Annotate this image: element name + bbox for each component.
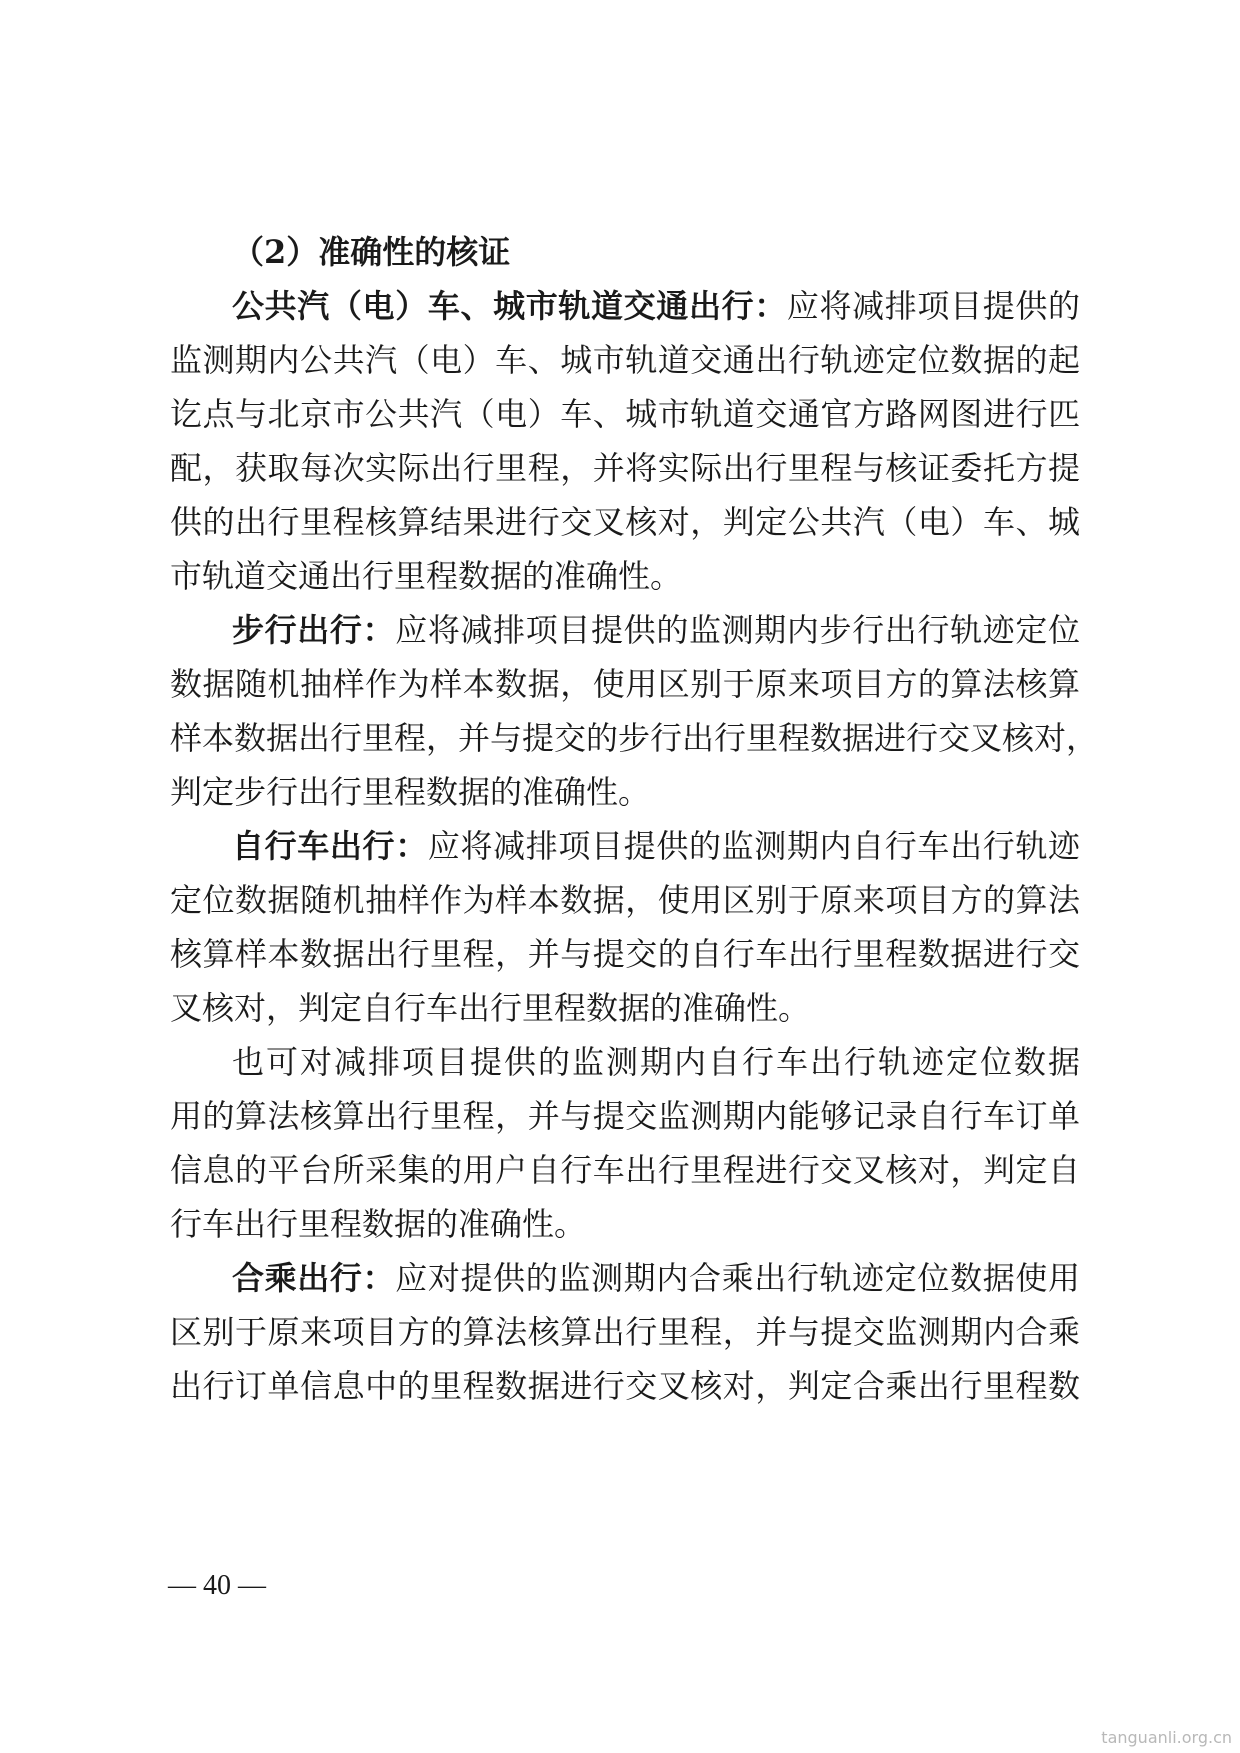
paragraph-line: 出行订单信息中的里程数据进行交叉核对，判定合乘出行里程数: [170, 1367, 1080, 1405]
paragraph-line: [232, 286, 1080, 326]
page-number: — 40 —: [168, 1570, 266, 1601]
paragraph-text: 应将减排项目提供的监测期内步行出行轨迹定位: [395, 611, 1080, 649]
paragraph-text: 应将减排项目提供的监测期内自行车出行轨迹: [427, 827, 1080, 865]
paragraph-line: 区别于原来项目方的算法核算出行里程，并与提交监测期内合乘: [170, 1313, 1080, 1351]
paragraph-line: 讫点与北京市公共汽（电）车、城市轨道交通官方路网图进行匹: [170, 395, 1080, 433]
paragraph-lead: 公共汽（电）车、城市轨道交通出行：: [232, 287, 787, 325]
paragraph-line: 判定步行出行里程数据的准确性。: [170, 773, 651, 811]
paragraph-line: [232, 1258, 1080, 1298]
paragraph-lead: 自行车出行：: [232, 827, 428, 865]
paragraph-text: 应将减排项目提供的: [786, 287, 1080, 325]
paragraph-line: 供的出行里程核算结果进行交叉核对，判定公共汽（电）车、城: [170, 503, 1080, 541]
paragraph-line: [232, 610, 1080, 650]
paragraph-lead: 步行出行：: [232, 611, 396, 649]
watermark: tanguanli.org.cn: [1101, 1728, 1232, 1747]
section-heading: （2）准确性的核证: [232, 233, 511, 271]
paragraph-line: 用的算法核算出行里程，并与提交监测期内能够记录自行车订单: [170, 1097, 1080, 1135]
paragraph-line: 行车出行里程数据的准确性。: [170, 1205, 587, 1243]
paragraph-line: 数据随机抽样作为样本数据，使用区别于原来项目方的算法核算: [170, 665, 1080, 703]
paragraph-lead: 合乘出行：: [232, 1259, 396, 1297]
paragraph-line: 定位数据随机抽样作为样本数据，使用区别于原来项目方的算法: [170, 881, 1080, 919]
paragraph-line: 配，获取每次实际出行里程，并将实际出行里程与核证委托方提: [170, 449, 1080, 487]
paragraph-line: 核算样本数据出行里程，并与提交的自行车出行里程数据进行交: [170, 935, 1080, 973]
paragraph-line: 也可对减排项目提供的监测期内自行车出行轨迹定位数据: [232, 1043, 1080, 1081]
paragraph-line: [232, 826, 1080, 866]
paragraph-line: 监测期内公共汽（电）车、城市轨道交通出行轨迹定位数据的起: [170, 341, 1080, 379]
paragraph-line: 市轨道交通出行里程数据的准确性。: [170, 557, 683, 595]
paragraph-line: 样本数据出行里程，并与提交的步行出行里程数据进行交叉核对，: [170, 719, 1099, 757]
paragraph-text: 应对提供的监测期内合乘出行轨迹定位数据使用: [395, 1259, 1080, 1297]
paragraph-line: 信息的平台所采集的用户自行车出行里程进行交叉核对，判定自: [170, 1151, 1080, 1189]
paragraph-line: 叉核对，判定自行车出行里程数据的准确性。: [170, 989, 811, 1027]
